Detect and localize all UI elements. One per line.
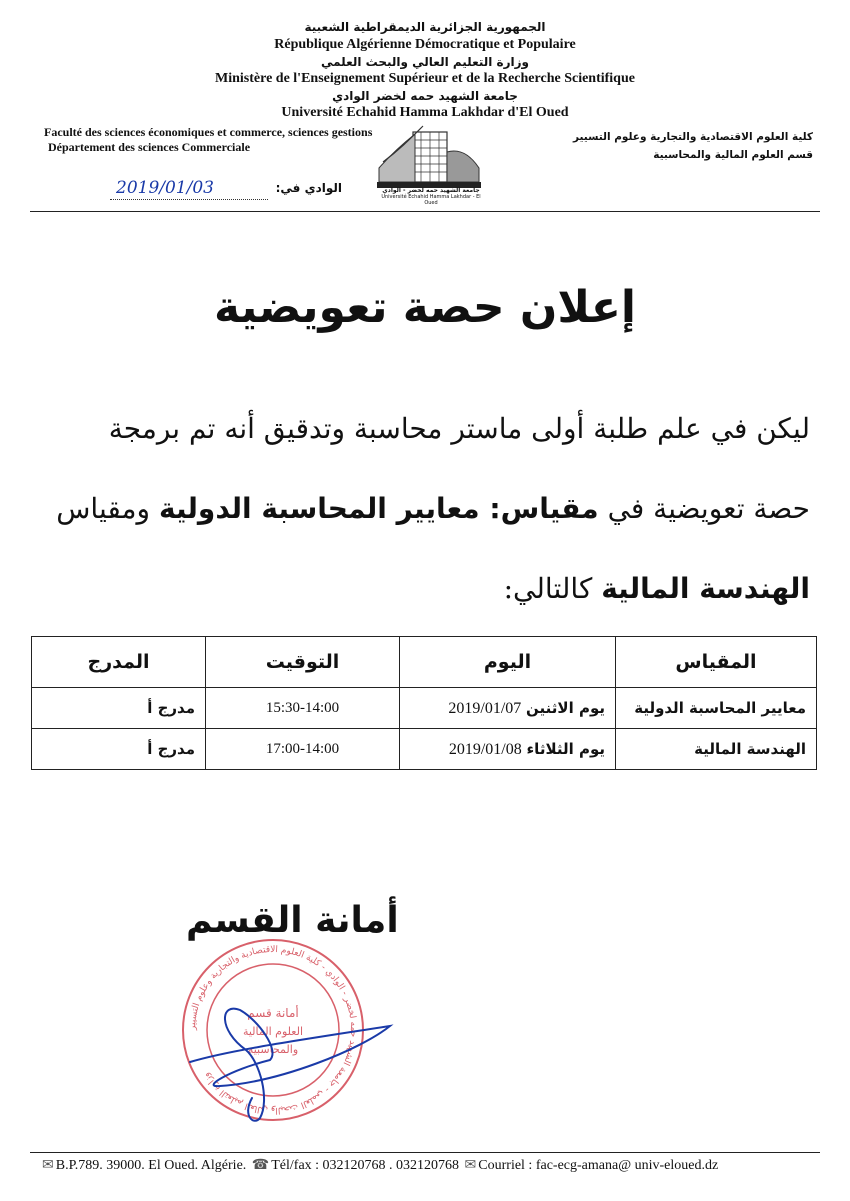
header-divider	[30, 211, 820, 212]
body-line-1: ليكن في علم طلبة أولى ماستر محاسبة وتدقيق أنه تم برمجة	[108, 412, 810, 445]
body-line-3-suffix: كالتالي:	[503, 572, 593, 605]
body-line-3-bold: الهندسة المالية	[601, 572, 810, 605]
cell-day	[400, 729, 616, 770]
faculty-french	[44, 125, 374, 155]
body-line-3	[30, 572, 810, 605]
cell-time: 17:00-14:00	[206, 729, 400, 770]
body-line-2-prefix: حصة تعويضية في	[607, 492, 810, 525]
table-row	[32, 688, 817, 729]
faculty-name-arabic: كلية العلوم الاقتصادية والتجارية وعلوم التسيير	[572, 131, 813, 143]
cell-module: الهندسة المالية	[616, 729, 817, 770]
city-date-field	[110, 178, 342, 206]
footer-divider	[30, 1152, 820, 1153]
university-french: Université Echahid Hamma Lakhdar d'El Oued	[281, 105, 569, 120]
footer-phone: Tél/fax : 032120768 . 032120768	[271, 1158, 460, 1173]
header-time: التوقيت	[206, 637, 400, 688]
republic-french: République Algérienne Démocratique et Populaire	[274, 37, 576, 52]
republic-arabic: الجمهورية الجزائرية الديمقراطية الشعبية	[304, 20, 546, 34]
table-header-row	[32, 637, 817, 688]
stamp-center-line-3: والمحاسبية	[247, 1043, 299, 1056]
header-hall: المدرج	[32, 637, 206, 688]
footer-address: B.P.789. 39000. El Oued. Algérie.	[55, 1158, 247, 1173]
department-name-french: Département des sciences Commerciale	[48, 140, 251, 154]
signature-title: أمانة القسم	[186, 900, 399, 941]
ministry-arabic: وزارة التعليم العالي والبحث العلمي	[320, 55, 530, 69]
announcement-title: إعلان حصة تعويضية	[214, 282, 636, 333]
stamp-center-line-2: العلوم المالية	[242, 1025, 304, 1038]
cell-hall: مدرج أ	[32, 729, 206, 770]
cell-day	[400, 688, 616, 729]
logo-caption	[378, 188, 484, 206]
cell-date: 2019/01/07	[448, 699, 522, 717]
cell-day-name: يوم الثلاثاء	[526, 739, 605, 758]
mail-icon: ✉	[464, 1158, 477, 1173]
footer-contact	[40, 1157, 830, 1174]
logo-caption-arabic: جامعة الشهيد حمه لخضر - الوادي	[382, 187, 480, 194]
header-module: المقياس	[616, 637, 817, 688]
schedule-table	[31, 636, 817, 770]
cell-module: معايير المحاسبة الدولية	[616, 688, 817, 729]
body-line-2	[30, 492, 810, 525]
cell-day-name: يوم الاثنين	[526, 698, 605, 717]
cell-hall: مدرج أ	[32, 688, 206, 729]
phone-icon: ☎	[251, 1158, 270, 1173]
handwritten-signature-icon	[160, 990, 420, 1130]
body-line-2-suffix: ومقياس	[56, 492, 151, 525]
body-line-2-bold: مقياس: معايير المحاسبة الدولية	[158, 492, 599, 525]
logo-caption-french: Université Echahid Hamma Lakhdar - El Oued	[381, 194, 481, 206]
envelope-icon: ✉	[42, 1158, 54, 1173]
footer-email: Courriel : fac-ecg-amana@ univ-eloued.dz	[478, 1158, 719, 1173]
faculty-arabic	[513, 128, 813, 164]
stamp-ring-text: وزارة التعليم العالي والبحث العلمي - جامعة الشهيد حمه لخضر - الوادي - كلية العلوم الاقتصادية والتجارية وعلوم التسيير	[187, 944, 359, 1116]
table-row	[32, 729, 817, 770]
date-dotted-line	[110, 199, 268, 200]
university-arabic: جامعة الشهيد حمه لخضر الوادي	[332, 89, 518, 103]
ministry-french: Ministère de l'Enseignement Supérieur et de la Recherche Scientifique	[215, 71, 635, 86]
cell-time: 15:30-14:00	[206, 688, 400, 729]
cell-date: 2019/01/08	[448, 740, 522, 758]
header-day: اليوم	[400, 637, 616, 688]
department-name-arabic: قسم العلوم المالية والمحاسبية	[653, 149, 813, 161]
faculty-name-french: Faculté des sciences économiques et commerce, sciences gestions	[44, 125, 373, 139]
handwritten-date: 2019/01/03	[116, 178, 214, 198]
city-label: الوادي في:	[275, 181, 342, 195]
stamp-center-line-1: أمانة قسم	[247, 1006, 299, 1020]
